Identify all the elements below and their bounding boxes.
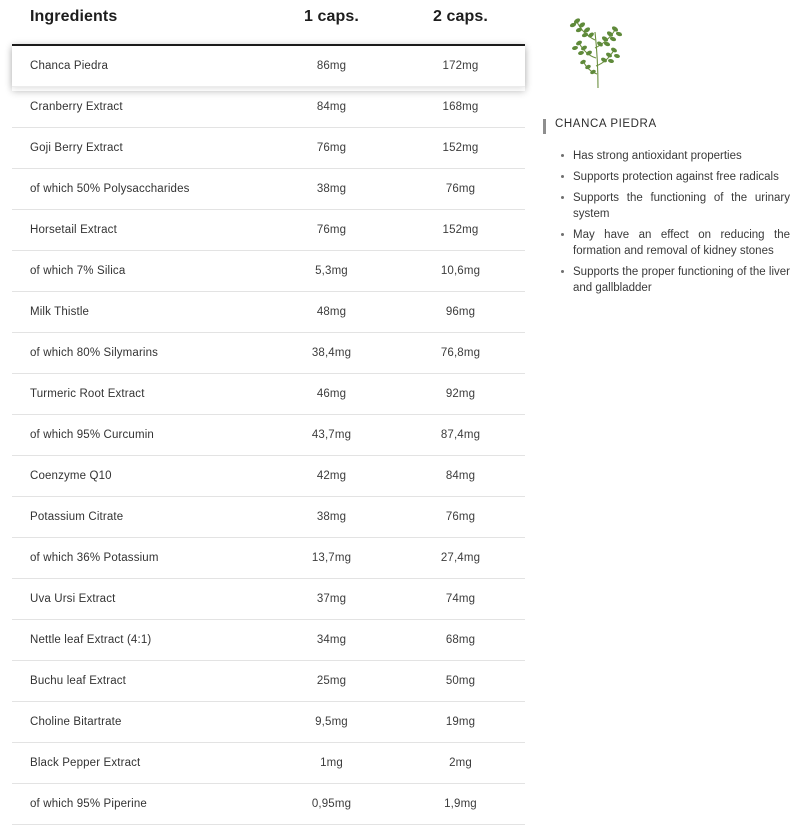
table-row[interactable] <box>12 374 525 415</box>
table-body <box>12 45 525 825</box>
cell-one-caps: 46mg <box>267 374 396 415</box>
cell-one-caps: 42mg <box>267 456 396 497</box>
table-row[interactable] <box>12 497 525 538</box>
cell-one-caps: 5,3mg <box>267 251 396 292</box>
cell-ingredient-name: of which 95% Curcumin <box>12 415 267 456</box>
cell-two-caps: 172mg <box>396 45 525 87</box>
table-row[interactable] <box>12 456 525 497</box>
cell-ingredient-name: Nettle leaf Extract (4:1) <box>12 620 267 661</box>
table-row[interactable] <box>12 579 525 620</box>
detail-title: CHANCA PIEDRA <box>555 118 657 130</box>
detail-title-row <box>543 118 790 134</box>
cell-one-caps: 86mg <box>267 45 396 87</box>
benefits-list <box>543 148 790 296</box>
cell-one-caps: 76mg <box>267 210 396 251</box>
benefit-item: May have an effect on reducing the formation and removal of kidney stones <box>561 227 790 259</box>
title-accent-bar <box>543 119 546 134</box>
table-row[interactable] <box>12 702 525 743</box>
cell-two-caps: 152mg <box>396 128 525 169</box>
cell-ingredient-name: Coenzyme Q10 <box>12 456 267 497</box>
cell-two-caps: 68mg <box>396 620 525 661</box>
table-row[interactable] <box>12 169 525 210</box>
table-row[interactable] <box>12 415 525 456</box>
cell-two-caps: 168mg <box>396 87 525 128</box>
cell-two-caps: 27,4mg <box>396 538 525 579</box>
cell-ingredient-name: Black Pepper Extract <box>12 743 267 784</box>
ingredient-detail-panel <box>525 0 802 834</box>
table-row[interactable] <box>12 784 525 825</box>
chanca-piedra-plant-image <box>553 10 643 90</box>
cell-one-caps: 38,4mg <box>267 333 396 374</box>
table-row[interactable] <box>12 45 525 87</box>
table-row[interactable] <box>12 538 525 579</box>
cell-two-caps: 1,9mg <box>396 784 525 825</box>
table-row[interactable] <box>12 210 525 251</box>
cell-one-caps: 38mg <box>267 169 396 210</box>
cell-ingredient-name: Potassium Citrate <box>12 497 267 538</box>
table-row[interactable] <box>12 251 525 292</box>
table-head <box>12 0 525 45</box>
table-row[interactable] <box>12 743 525 784</box>
cell-one-caps: 9,5mg <box>267 702 396 743</box>
cell-ingredient-name: Choline Bitartrate <box>12 702 267 743</box>
table-row[interactable] <box>12 292 525 333</box>
cell-one-caps: 34mg <box>267 620 396 661</box>
cell-one-caps: 43,7mg <box>267 415 396 456</box>
cell-ingredient-name: Buchu leaf Extract <box>12 661 267 702</box>
cell-two-caps: 76mg <box>396 497 525 538</box>
table-row[interactable] <box>12 661 525 702</box>
cell-two-caps: 76,8mg <box>396 333 525 374</box>
table-header-row <box>12 0 525 44</box>
cell-one-caps: 76mg <box>267 128 396 169</box>
cell-two-caps: 84mg <box>396 456 525 497</box>
cell-ingredient-name: Turmeric Root Extract <box>12 374 267 415</box>
cell-two-caps: 76mg <box>396 169 525 210</box>
table-row[interactable] <box>12 128 525 169</box>
cell-two-caps: 92mg <box>396 374 525 415</box>
column-header-two-caps: 2 caps. <box>433 8 488 25</box>
cell-two-caps: 152mg <box>396 210 525 251</box>
cell-ingredient-name: Uva Ursi Extract <box>12 579 267 620</box>
column-header-ingredients: Ingredients <box>30 8 118 25</box>
cell-one-caps: 37mg <box>267 579 396 620</box>
benefit-item: Supports the proper functioning of the liver and gallbladder <box>561 264 790 296</box>
cell-one-caps: 1mg <box>267 743 396 784</box>
benefit-item: Supports protection against free radicals <box>561 169 790 185</box>
cell-one-caps: 48mg <box>267 292 396 333</box>
cell-two-caps: 2mg <box>396 743 525 784</box>
cell-two-caps: 87,4mg <box>396 415 525 456</box>
cell-ingredient-name: of which 80% Silymarins <box>12 333 267 374</box>
table-row[interactable] <box>12 87 525 128</box>
cell-ingredient-name: Horsetail Extract <box>12 210 267 251</box>
cell-ingredient-name: of which 36% Potassium <box>12 538 267 579</box>
cell-one-caps: 13,7mg <box>267 538 396 579</box>
cell-ingredient-name: Goji Berry Extract <box>12 128 267 169</box>
table-row[interactable] <box>12 333 525 374</box>
cell-two-caps: 74mg <box>396 579 525 620</box>
benefit-item: Has strong antioxidant properties <box>561 148 790 164</box>
cell-ingredient-name: Cranberry Extract <box>12 87 267 128</box>
cell-ingredient-name: of which 50% Polysaccharides <box>12 169 267 210</box>
cell-one-caps: 25mg <box>267 661 396 702</box>
cell-ingredient-name: Chanca Piedra <box>12 45 267 87</box>
cell-two-caps: 96mg <box>396 292 525 333</box>
cell-one-caps: 84mg <box>267 87 396 128</box>
cell-ingredient-name: of which 95% Piperine <box>12 784 267 825</box>
cell-one-caps: 38mg <box>267 497 396 538</box>
cell-ingredient-name: of which 7% Silica <box>12 251 267 292</box>
benefit-item: Supports the functioning of the urinary system <box>561 190 790 222</box>
cell-one-caps: 0,95mg <box>267 784 396 825</box>
ingredients-table <box>12 0 525 825</box>
cell-two-caps: 10,6mg <box>396 251 525 292</box>
cell-two-caps: 19mg <box>396 702 525 743</box>
cell-two-caps: 50mg <box>396 661 525 702</box>
column-header-one-caps: 1 caps. <box>304 8 359 25</box>
cell-ingredient-name: Milk Thistle <box>12 292 267 333</box>
table-row[interactable] <box>12 620 525 661</box>
